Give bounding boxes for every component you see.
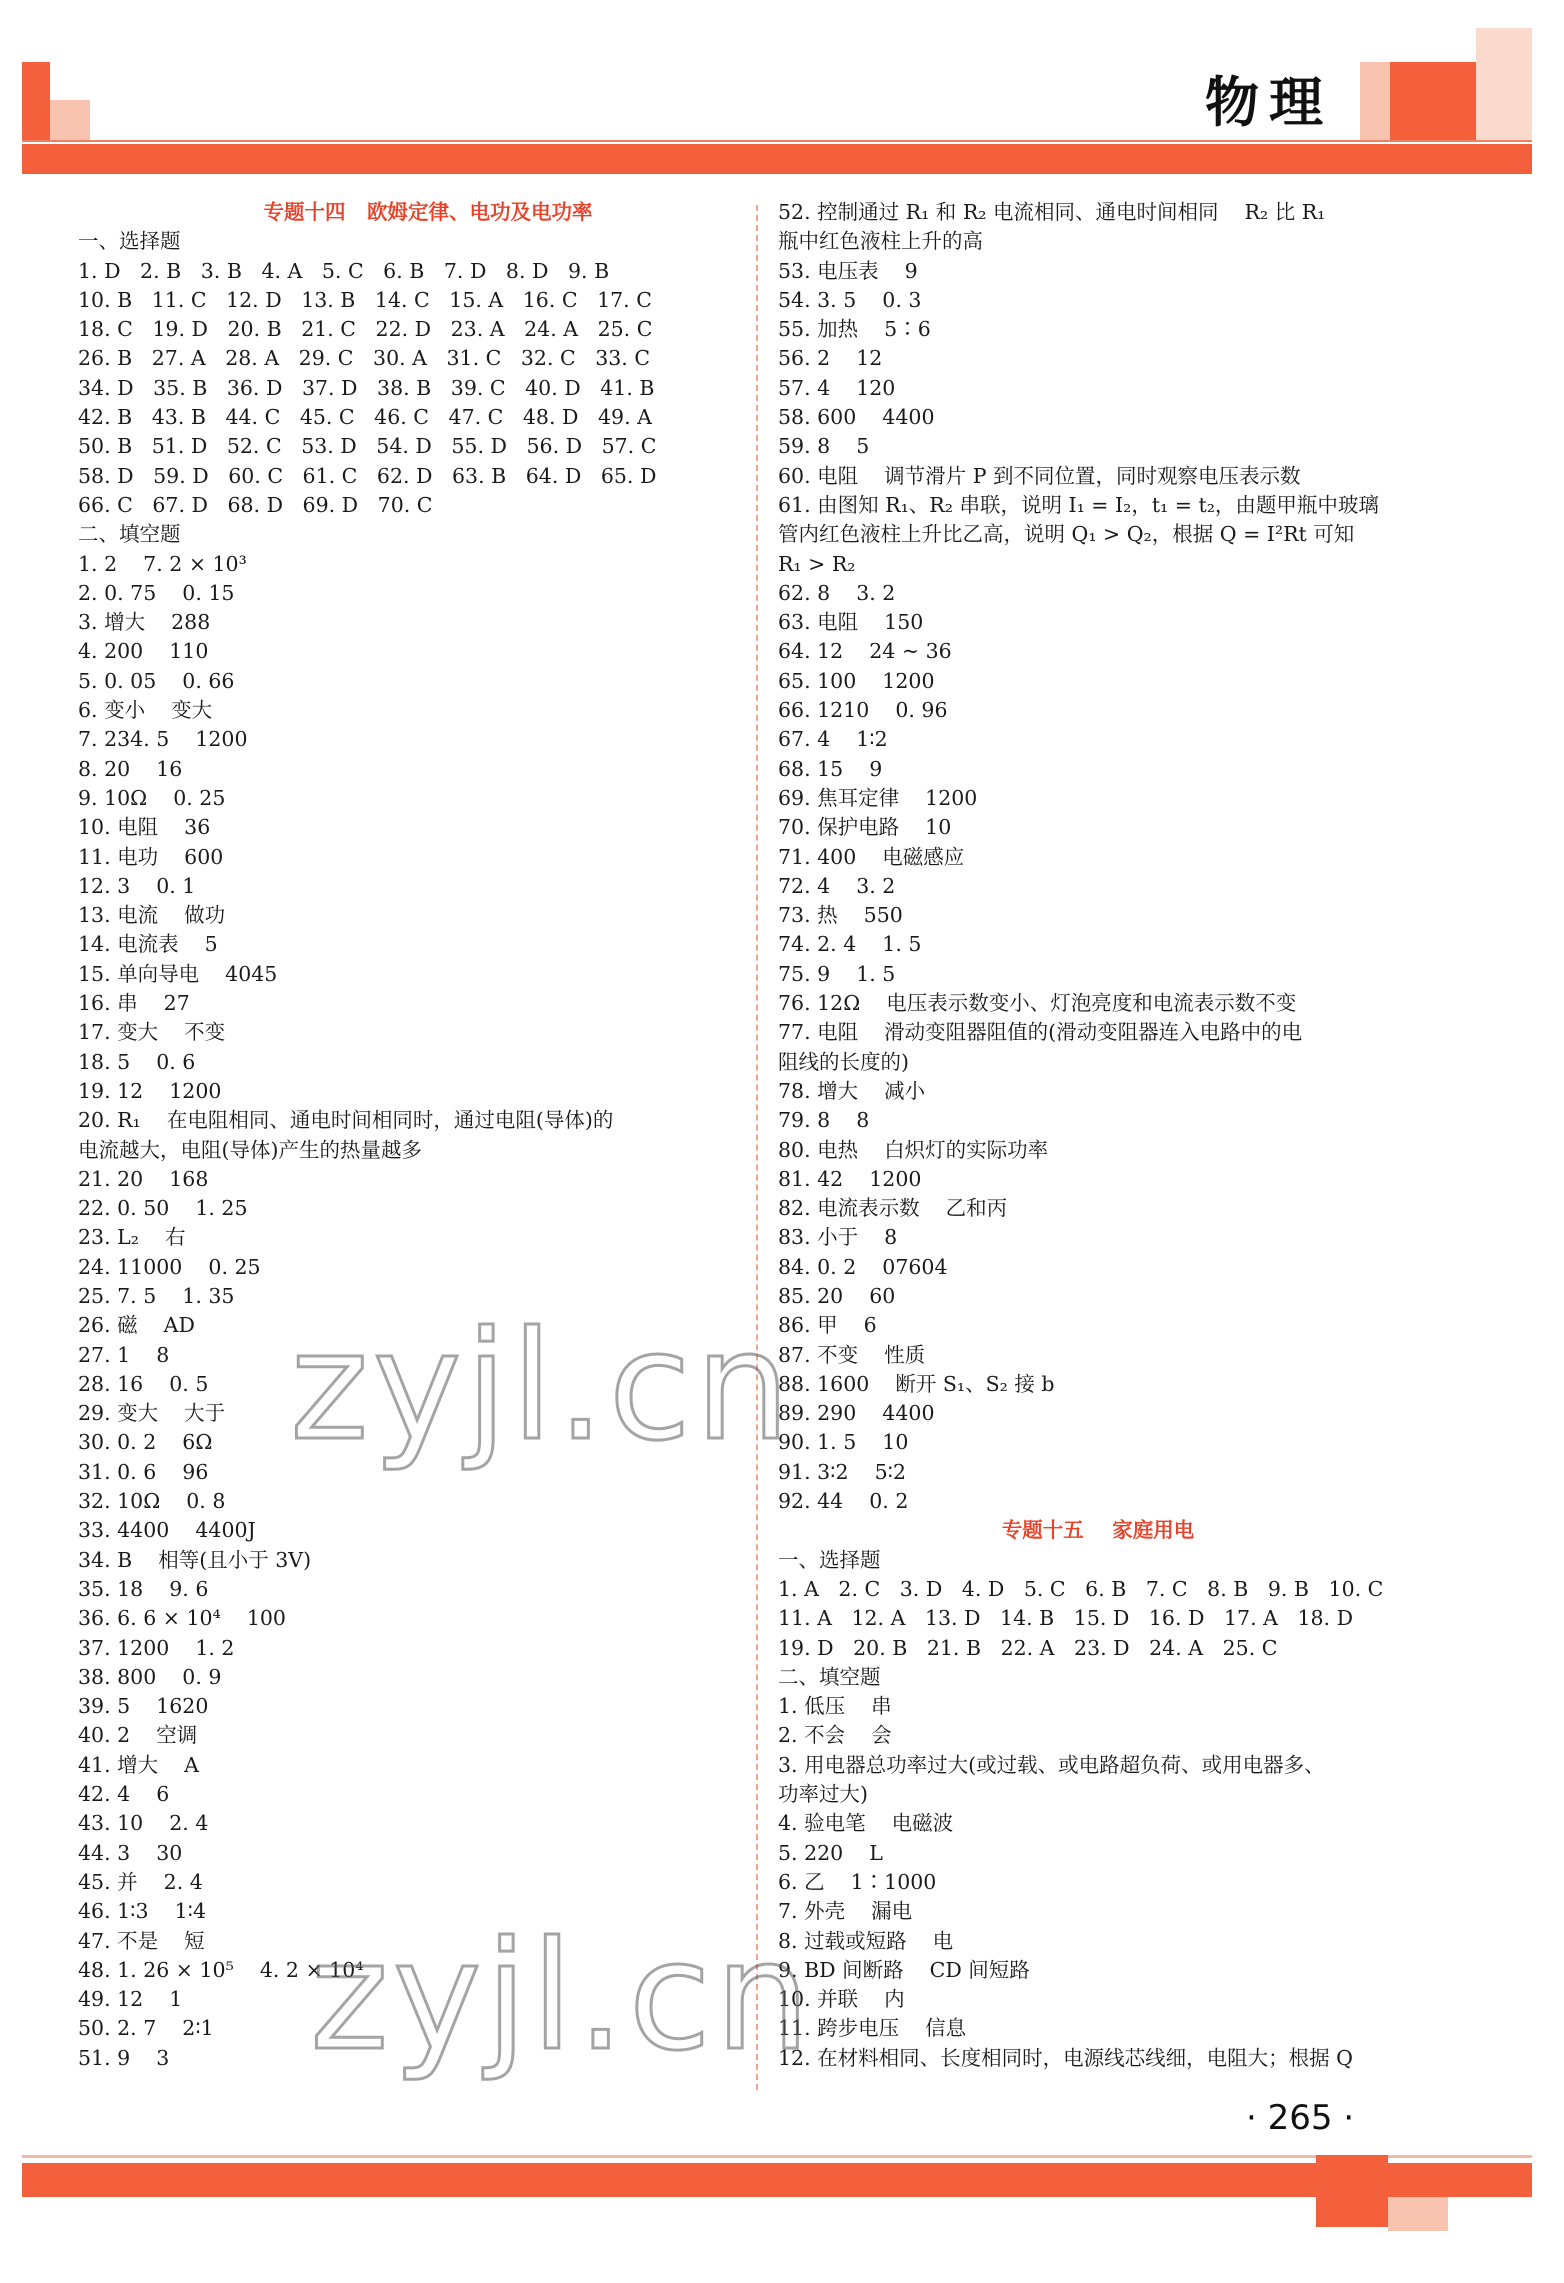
answer-line: 11. A 12. A 13. D 14. B 15. D 16. D 17. A 18. D [778, 1606, 1354, 1631]
answer-line: 阻线的长度的) [778, 1049, 909, 1074]
answer-line: 66. C 67. D 68. D 69. D 70. C [78, 492, 433, 517]
answer-line: 31. 0. 6 96 [78, 1459, 209, 1484]
answer-line: 32. 10Ω 0. 8 [78, 1489, 226, 1514]
watermark: zyjl.cn [290, 1300, 795, 1474]
answer-line: 9. 10Ω 0. 25 [78, 785, 226, 810]
answer-line: 51. 9 3 [78, 2045, 170, 2070]
answer-line: 58. 600 4400 [778, 405, 935, 430]
answer-line: 75. 9 1. 5 [778, 961, 896, 986]
answer-line: 72. 4 3. 2 [778, 873, 896, 898]
answer-line: 12. 3 0. 1 [78, 873, 196, 898]
answer-line: 瓶中红色液柱上升的高 [778, 229, 983, 254]
answer-line: 10. B 11. C 12. D 13. B 14. C 15. A 16. C 17. C [78, 287, 652, 312]
answer-line: 71. 400 电磁感应 [778, 844, 965, 869]
answer-line: 68. 15 9 [778, 756, 883, 781]
answer-line: 92. 44 0. 2 [778, 1489, 909, 1514]
answer-line: 48. 1. 26 × 10⁵ 4. 2 × 10⁴ [78, 1957, 364, 1982]
answer-line: 36. 6. 6 × 10⁴ 100 [78, 1606, 286, 1631]
right-column [778, 198, 1418, 2073]
answer-line: 66. 1210 0. 96 [778, 698, 948, 723]
header-thin-line [22, 140, 1532, 142]
answer-line: 4. 200 110 [78, 639, 209, 664]
answer-line: 70. 保护电路 10 [778, 815, 952, 840]
answer-line: 45. 并 2. 4 [78, 1869, 203, 1894]
answer-line: 15. 单向导电 4045 [78, 961, 278, 986]
header-deco-left-block-light [50, 100, 90, 140]
answer-line: 18. C 19. D 20. B 21. C 22. D 23. A 24. A 25. C [78, 317, 653, 342]
answer-line: 49. 12 1 [78, 1987, 183, 2012]
answer-line: 4. 验电笔 电磁波 [778, 1811, 954, 1836]
answer-line: 16. 串 27 [78, 991, 190, 1016]
answer-line: 34. D 35. B 36. D 37. D 38. B 39. C 40. D 41. B [78, 375, 655, 400]
answer-line: 76. 12Ω 电压表示数变小、灯泡亮度和电流表示数不变 [778, 991, 1297, 1016]
answer-line: 50. 2. 7 2∶1 [78, 2016, 214, 2041]
answer-line: 二、填空题 [78, 522, 181, 547]
answer-line: 80. 电热 白炽灯的实际功率 [778, 1137, 1049, 1162]
answer-line: 6. 乙 1∶1000 [778, 1869, 937, 1894]
answer-line: 25. 7. 5 1. 35 [78, 1283, 235, 1308]
left-column [78, 198, 778, 2073]
answer-line: R₁ > R₂ [778, 551, 856, 576]
answer-line: 85. 20 60 [778, 1283, 896, 1308]
answer-line: 30. 0. 2 6Ω [78, 1430, 213, 1455]
answer-line: 64. 12 24 ~ 36 [778, 639, 952, 664]
answer-line: 60. 电阻 调节滑片 P 到不同位置，同时观察电压表示数 [778, 463, 1301, 488]
answer-line: 83. 小于 8 [778, 1225, 898, 1250]
answer-line: 89. 290 4400 [778, 1401, 935, 1426]
answer-line: 40. 2 空调 [78, 1723, 198, 1748]
answer-line: 58. D 59. D 60. C 61. C 62. D 63. B 64. D 65. D [78, 463, 657, 488]
answer-line: 44. 3 30 [78, 1840, 183, 1865]
header-deco-right-block [1390, 62, 1476, 142]
answer-line: 8. 20 16 [78, 756, 183, 781]
answer-line: 5. 0. 05 0. 66 [78, 668, 235, 693]
answer-line: 二、填空题 [778, 1664, 881, 1689]
answer-line: 6. 变小 变大 [78, 698, 213, 723]
answer-line: 24. 11000 0. 25 [78, 1254, 261, 1279]
answer-line: 27. 1 8 [78, 1342, 170, 1367]
watermark: zyjl.cn [310, 1910, 815, 2084]
answer-line: 功率过大) [778, 1782, 868, 1807]
answer-line: 54. 3. 5 0. 3 [778, 287, 922, 312]
answer-line: 20. R₁ 在电阻相同、通电时间相同时，通过电阻(导体)的 [78, 1108, 614, 1133]
answer-line: 10. 电阻 36 [78, 815, 211, 840]
footer-thin-line [22, 2155, 1532, 2158]
answer-line: 7. 外壳 漏电 [778, 1899, 913, 1924]
answer-line: 2. 0. 75 0. 15 [78, 580, 235, 605]
answer-line: 88. 1600 断开 S₁、S₂ 接 b [778, 1371, 1055, 1396]
answer-line: 26. 磁 AD [78, 1313, 195, 1338]
answer-line: 管内红色液柱上升比乙高，说明 Q₁ > Q₂，根据 Q = I²Rt 可知 [778, 522, 1355, 547]
answer-line: 一、选择题 [78, 229, 181, 254]
answer-line: 11. 跨步电压 信息 [778, 2016, 967, 2041]
answer-line: 59. 8 5 [778, 434, 870, 459]
answer-line: 12. 在材料相同、长度相同时，电源线芯线细，电阻大；根据 Q [778, 2045, 1353, 2070]
answer-line: 19. 12 1200 [78, 1078, 222, 1103]
answer-line: 84. 0. 2 07604 [778, 1254, 948, 1279]
answer-line: 1. D 2. B 3. B 4. A 5. C 6. B 7. D 8. D 9. B [78, 258, 610, 283]
answer-line: 73. 热 550 [778, 903, 903, 928]
answer-line: 1. 2 7. 2 × 10³ [78, 551, 247, 576]
answer-line: 18. 5 0. 6 [78, 1049, 196, 1074]
answer-line: 11. 电功 600 [78, 844, 224, 869]
footer-deco-block [1316, 2155, 1388, 2227]
answer-line: 9. BD 间断路 CD 间短路 [778, 1957, 1030, 1982]
answer-line: 61. 由图知 R₁、R₂ 串联，说明 I₁ = I₂，t₁ = t₂，由题甲瓶中玻璃 [778, 492, 1379, 517]
answer-line: 35. 18 9. 6 [78, 1576, 209, 1601]
answer-line: 1. A 2. C 3. D 4. D 5. C 6. B 7. C 8. B 9. B 10. C [778, 1576, 1384, 1601]
answer-line: 3. 用电器总功率过大(或过载、或电路超负荷、或用电器多、 [778, 1752, 1325, 1777]
section-title: 专题十五 家庭用电 [1001, 1518, 1195, 1543]
answer-line: 1. 低压 串 [778, 1694, 892, 1719]
answer-line: 77. 电阻 滑动变阻器阻值的(滑动变阻器连入电路中的电 [778, 1020, 1303, 1045]
answer-line: 一、选择题 [778, 1547, 881, 1572]
answer-line: 67. 4 1∶2 [778, 727, 888, 752]
answer-line: 8. 过载或短路 电 [778, 1928, 954, 1953]
answer-line: 29. 变大 大于 [78, 1401, 226, 1426]
answer-line: 5. 220 L [778, 1840, 883, 1865]
answer-line: 87. 不变 性质 [778, 1342, 926, 1367]
answer-line: 63. 电阻 150 [778, 610, 924, 635]
answer-line: 39. 5 1620 [78, 1694, 209, 1719]
answer-line: 69. 焦耳定律 1200 [778, 785, 978, 810]
page-number: · 265 · [1246, 2098, 1355, 2138]
footer-band [22, 2163, 1532, 2197]
answer-line: 10. 并联 内 [778, 1987, 905, 2012]
answer-line: 53. 电压表 9 [778, 258, 918, 283]
answer-line: 28. 16 0. 5 [78, 1371, 209, 1396]
footer-deco-block-light [1388, 2197, 1448, 2231]
answer-line: 86. 甲 6 [778, 1313, 877, 1338]
answer-line: 43. 10 2. 4 [78, 1811, 209, 1836]
answer-line: 38. 800 0. 9 [78, 1664, 222, 1689]
answer-line: 65. 100 1200 [778, 668, 935, 693]
answer-line: 13. 电流 做功 [78, 903, 226, 928]
answer-line: 7. 234. 5 1200 [78, 727, 248, 752]
answer-line: 52. 控制通过 R₁ 和 R₂ 电流相同、通电时间相同 R₂ 比 R₁ [778, 200, 1326, 224]
answer-line: 34. B 相等(且小于 3V) [78, 1547, 312, 1572]
answer-line: 56. 2 12 [778, 346, 883, 371]
answer-line: 62. 8 3. 2 [778, 580, 896, 605]
answer-line: 55. 加热 5∶6 [778, 317, 931, 342]
answer-line: 21. 20 168 [78, 1166, 209, 1191]
answer-line: 19. D 20. B 21. B 22. A 23. D 24. A 25. C [778, 1635, 1278, 1660]
answer-line: 33. 4400 4400J [78, 1518, 256, 1543]
answer-line: 78. 增大 减小 [778, 1078, 926, 1103]
answer-line: 42. B 43. B 44. C 45. C 46. C 47. C 48. D 49. A [78, 405, 652, 430]
answer-line: 26. B 27. A 28. A 29. C 30. A 31. C 32. C 33. C [78, 346, 651, 371]
answer-line: 3. 增大 288 [78, 610, 211, 635]
answer-line: 23. L₂ 右 [78, 1225, 186, 1250]
answer-line: 50. B 51. D 52. C 53. D 54. D 55. D 56. D 57. C [78, 434, 657, 459]
answer-line: 14. 电流表 5 [78, 932, 218, 957]
answer-line: 46. 1∶3 1∶4 [78, 1899, 207, 1924]
header-deco-left-block [22, 62, 50, 142]
answer-line: 74. 2. 4 1. 5 [778, 932, 922, 957]
header-band [22, 144, 1532, 174]
answer-line: 79. 8 8 [778, 1108, 870, 1133]
answer-line: 2. 不会 会 [778, 1723, 892, 1748]
answer-line: 17. 变大 不变 [78, 1020, 226, 1045]
answer-line: 37. 1200 1. 2 [78, 1635, 235, 1660]
header-deco-right-block-pale [1476, 28, 1532, 140]
section-title: 专题十四 欧姆定律、电功及电功率 [263, 200, 593, 224]
answer-line: 42. 4 6 [78, 1782, 170, 1807]
answer-line: 82. 电流表示数 乙和丙 [778, 1196, 1008, 1221]
answer-line: 91. 3∶2 5∶2 [778, 1459, 907, 1484]
answer-line: 90. 1. 5 10 [778, 1430, 909, 1455]
subject-title: 物理 [1205, 71, 1333, 134]
answer-line: 81. 42 1200 [778, 1166, 922, 1191]
answer-line: 41. 增大 A [78, 1752, 199, 1777]
answer-line: 47. 不是 短 [78, 1928, 205, 1953]
answer-line: 22. 0. 50 1. 25 [78, 1196, 248, 1221]
answer-line: 电流越大，电阻(导体)产生的热量越多 [78, 1137, 422, 1162]
answer-line: 57. 4 120 [778, 375, 896, 400]
